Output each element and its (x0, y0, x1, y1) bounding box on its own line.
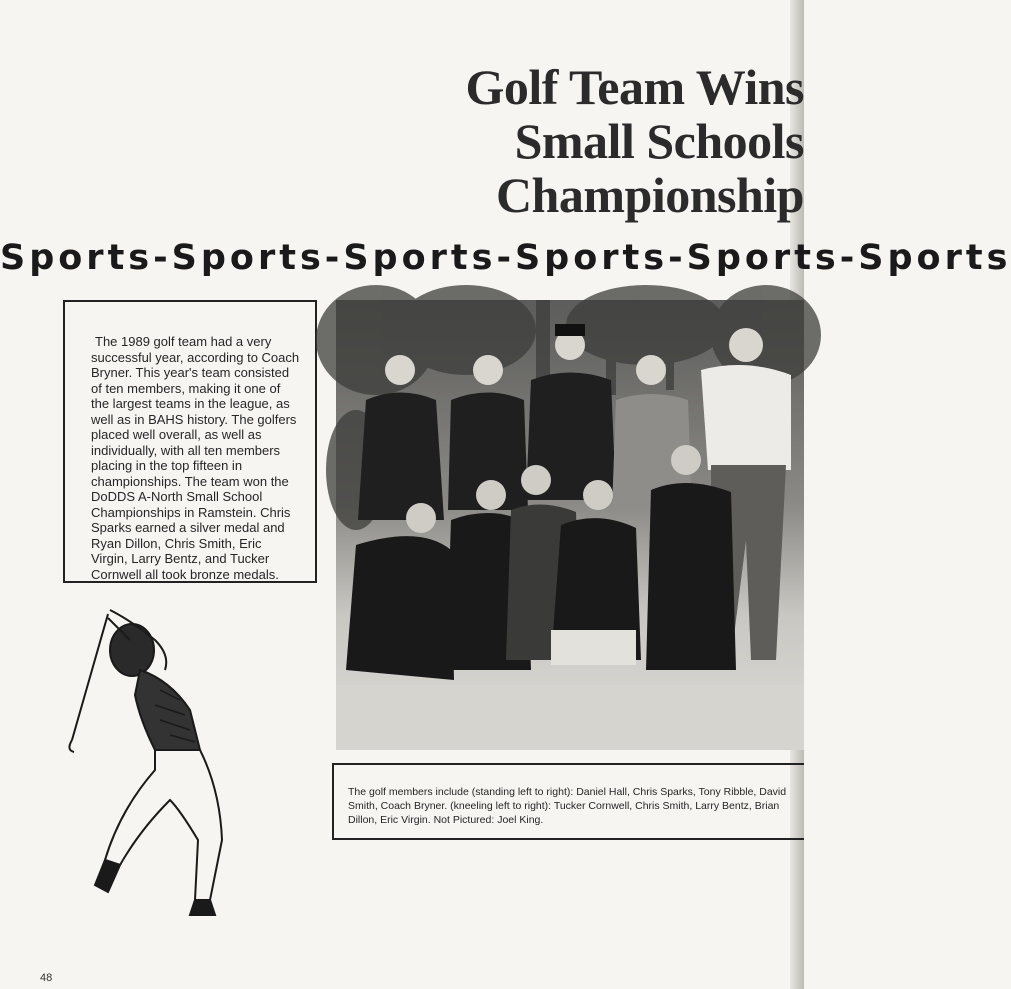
title-line-2: Small Schools (514, 113, 804, 169)
section-banner: Sports-Sports-Sports-Sports-Sports-Sports (0, 238, 1011, 278)
page-number: 48 (40, 972, 53, 984)
golfer-illustration (60, 600, 240, 925)
story-box (63, 300, 317, 583)
title-line-3: Championship (495, 167, 804, 223)
golfer-icon (60, 600, 240, 925)
page-title (284, 60, 804, 222)
team-photo-image (336, 300, 804, 750)
photo-caption-text: The golf members include (standing left to right): Daniel Hall, Chris Sparks, Tony Ribble, David Smith, Coach Bryner. (kneeling left to right): Tucker Cornwell, Chris Smith, Larry Bentz, Brian Dillon, Eric Virgin. Not Pictured: Joel King. (348, 786, 787, 826)
photo-caption-box (332, 763, 804, 840)
story-text: The 1989 golf team had a very successful year, according to Coach Bryner. This year's team consisted of ten members, making it one of the largest teams in the league, as well as in BAHS history. The golfers placed well overall, as well as individually, with all ten members placing in the top fifteen in championships. The team won the DoDDS A-North Small School Championships in Ramstein. Chris Sparks earned a silver medal and Ryan Dillon, Chris Smith, Eric Virgin, Larry Bentz, and Tucker Cornwell all took bronze medals. (91, 334, 300, 582)
title-line-1: Golf Team Wins (465, 59, 804, 115)
team-photo (336, 300, 804, 750)
